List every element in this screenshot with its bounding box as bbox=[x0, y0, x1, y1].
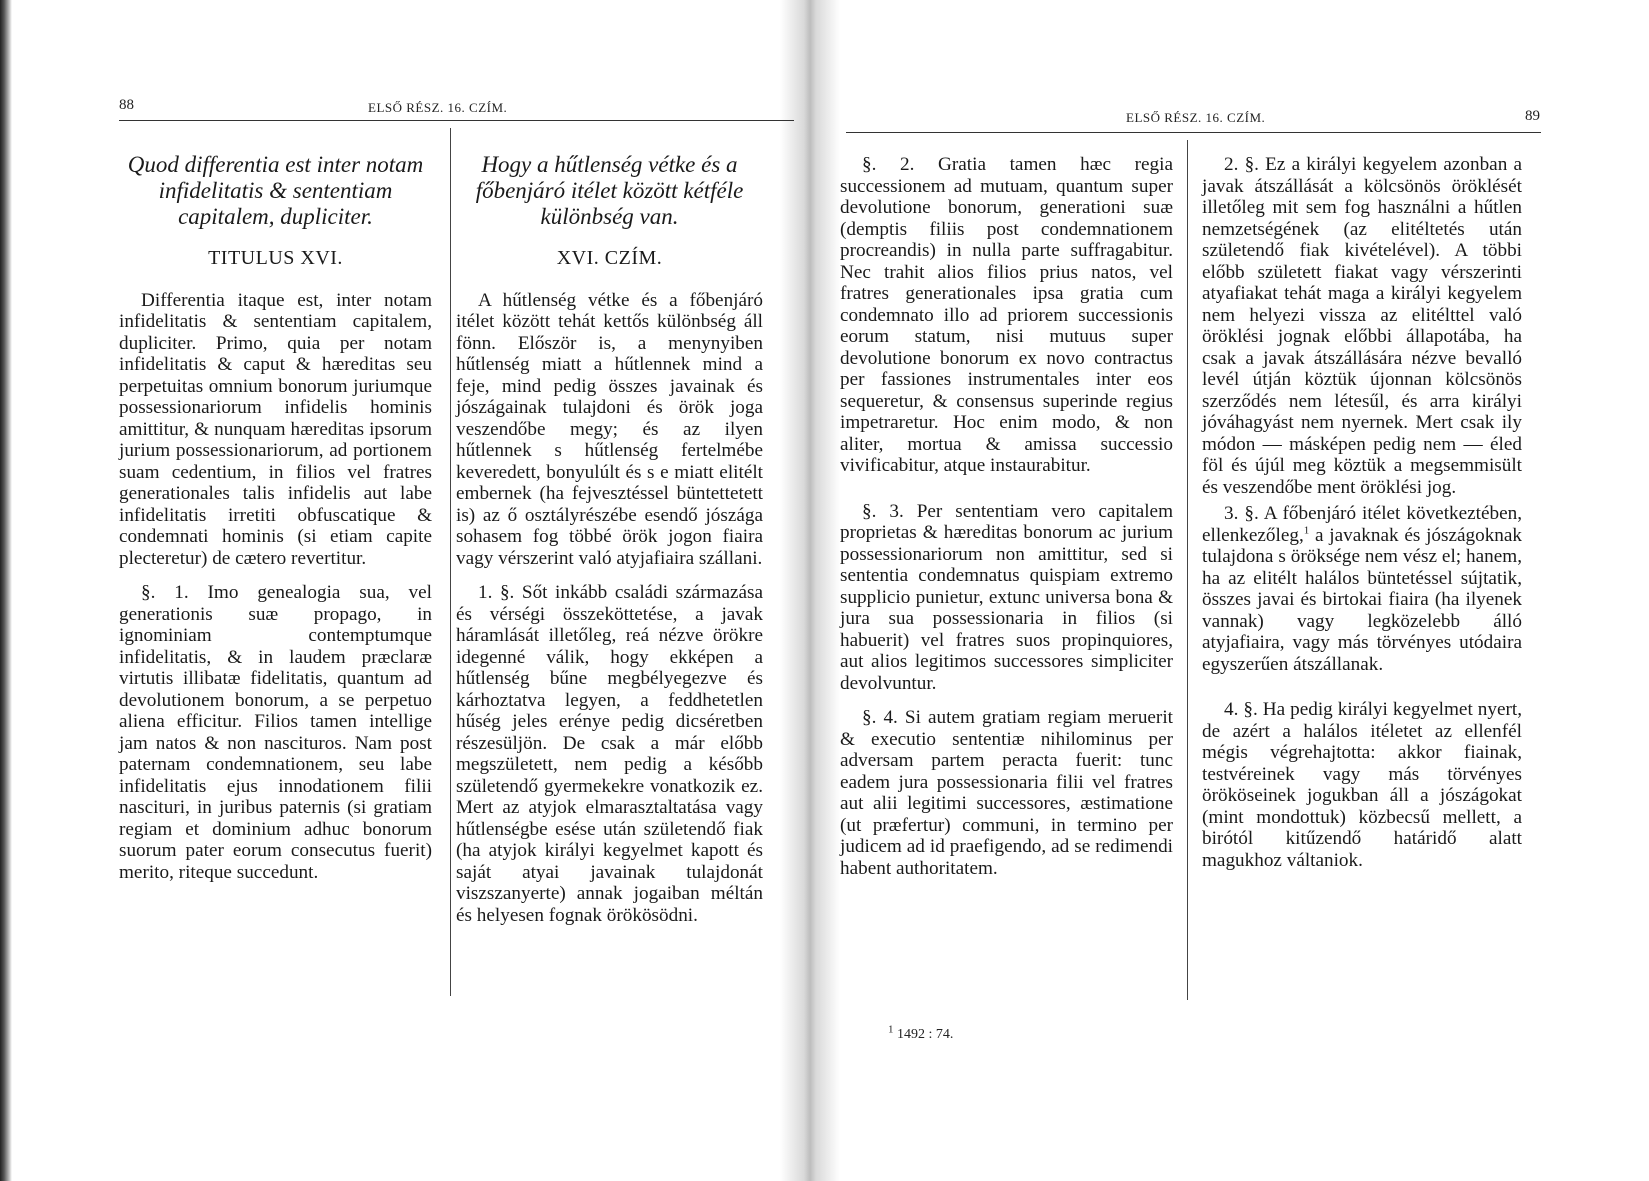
footnote-text: 1492 : 74. bbox=[897, 1027, 954, 1042]
hungarian-paragraph: 4. §. Ha pedig királyi kegyelmet nyert, de azért a halálos itéletet az ellenfél mégis végrehajtotta: akkor fiainak, testvéreinek vagy más törvényes örököseinek jogukban áll a jószágokat (mint mondottuk) közbecsű mellett, a birótól kitűzendő határidő alatt magukhoz váltaniok. bbox=[1202, 699, 1522, 871]
running-head-title: ELSŐ RÉSZ. 16. CZÍM. bbox=[368, 100, 508, 115]
latin-paragraph: §. 1. Imo genealogia sua, vel generationis suæ propago, in ignominiam contemptumque infidelitatis, & in laudem præclaræ virtutis illibatæ fidelitatis, quantum ad devolutionem bonorum, a se perpetuo aliena efficitur. Filios tamen intellige jam natos & non nascituros. Nam post paternam condemnationem, seu labe infidelitatis ejus innodationem filii nascituri, in juribus paternis (si gratiam regiam et dominium adhuc bonorum suorum pater eorum consecutus fuerit) merito, riteque succedunt. bbox=[119, 582, 432, 883]
latin-heading: Quod differentia est inter notam infidelitatis & sententiam capitalem, dupliciter. bbox=[127, 152, 424, 229]
header-rule bbox=[119, 120, 794, 121]
latin-column bbox=[119, 152, 432, 883]
latin-title: TITULUS XVI. bbox=[208, 247, 343, 269]
latin-paragraph: Differentia itaque est, inter notam infidelitatis & sententiam capitalem, dupliciter. Primo, quia per notam infidelitatis & caput & hæreditas seu perpetuitas omnium bonorum juriumque possessionariorum infidelis hominis amittitur, & nunquam hæreditas ipsorum jurium possessionariorum, ad portionem suam cedentium, in filios vel fratres generationales talis infidelis aut labe infidelitatis irretiti obfuscatique & condemnati hominis (si etiam capite plecteretur) de cætero revertitur. bbox=[119, 289, 432, 569]
hungarian-text: 3. §. A főbenjáró itélet következtében, ellenkezőleg, bbox=[1202, 503, 1522, 546]
header-rule bbox=[846, 132, 1541, 133]
hungarian-paragraph bbox=[1202, 503, 1522, 675]
latin-paragraph: §. 3. Per sententiam vero capitalem proprietas & hæreditas bonorum ac jurium possessionariorum non amittitur, sed si sententia condemnatus quispiam extremo supplicio punietur, extunc universa bona & jura sua possessionaria in filios (si habuerit) vel fratres suos propinquiores, aut alios legitimos successores simpliciter devolvuntur. bbox=[840, 500, 1173, 694]
right-page bbox=[840, 0, 1649, 1181]
latin-column bbox=[840, 154, 1173, 879]
column-divider bbox=[450, 128, 451, 996]
footnote-reference: 1 bbox=[1303, 524, 1310, 537]
footnote-marker: 1 bbox=[888, 1023, 894, 1036]
hungarian-column bbox=[456, 152, 763, 926]
hungarian-text: a javaknak és jószágoknak tulajdona s öröksége nem vész el; hanem, ha az elitélt halálos büntetéssel sújtatik, összes javai és birtokai fiaira (ha ilyenek vannak) vagy legközelebb álló atyjafiaira, vagy más törvényes utódaira egyszerűen átszállanak. bbox=[1202, 524, 1522, 675]
hungarian-title: XVI. CZÍM. bbox=[556, 247, 663, 269]
page-number: 89 bbox=[1525, 108, 1540, 124]
left-page bbox=[0, 0, 810, 1181]
latin-paragraph: §. 4. Si autem gratiam regiam meruerit & executio sententiæ nihilominus per adversam partem peracta fuerit: tunc eadem jura possessionaria filii vel fratres aut alii legitimi successores, æstimatione (ut præfertur) communi, in termino per judicem ad id praefigendo, ad se redimendi habent authoritatem. bbox=[840, 707, 1173, 879]
hungarian-paragraph: A hűtlenség vétke és a főbenjáró itélet között tehát kettős különbség áll fönn. Először is, a menynyiben hűtlenség miatt a hűtlennek mind a feje, mind pedig összes javainak és jószágainak tulajdoni és örök joga veszendőbe megy; és az ilyen hűtlennek s hűtlenség fertelmébe keveredett, bonyulúlt és s e miatt elitélt embernek (ha fejvesztéssel büntettetett is) az ő osztályrészébe esendő jószága sohasem fog többé örök jogon fiaira vagy vérszerint való atyjafiaira szállani. bbox=[456, 289, 763, 569]
footnote bbox=[888, 1023, 954, 1043]
hungarian-paragraph: 2. §. Ez a királyi kegyelem azonban a javak átszállását a kölcsönös öröklését illetőleg mit sem fog használni a hűtlen nemzetségének (az elitéltetés után születendő fiak kivételével). A többi előbb született fiakat vagy vérszerinti atyafiakat tehát maga a királyi kegyelem nem helyezi vissza az elitélttel való öröklési jognak előbbi állapotába, ha csak a javak átszállására nézve bevalló levél útján köztük újonnan kölcsönös szerződés nem létesűl, és arra királyi jóváhagyást nem nyernek. Mert csak ily módon — másképen pedig nem — éled föl és újúl meg köztük a megsemmisült és veszendőbe ment öröklési jog. bbox=[1202, 154, 1522, 498]
hungarian-column bbox=[1202, 154, 1522, 871]
page-number: 88 bbox=[119, 97, 134, 113]
hungarian-heading: Hogy a hűtlenség vétke és a főbenjáró itélet között kétféle különbség van. bbox=[475, 152, 744, 229]
running-head-title: ELSŐ RÉSZ. 16. CZÍM. bbox=[1126, 110, 1266, 125]
hungarian-paragraph: 1. §. Sőt inkább családi származása és vérségi összeköttetése, a javak háramlását illetőleg, reá nézve örökre idegenné válik, hogy ekképen a hűtlenség bűne megbélyegezve és kárhoztatva legyen, a feddhetetlen hűség jeles erénye pedig dicséretben részesüljön. De csak a már előbb megszületett, nem pedig a később születendő gyermekekre vonatkozik ez. Mert az atyjok elmarasztaltatása vagy hűtlenségbe esése után születendő fiak (ha atyjok királyi kegyelmet kapott és saját atyai javainak tulajdonát viszszanyerte) annak jogaiban méltán és helyesen fognak örökösödni. bbox=[456, 582, 763, 926]
latin-paragraph: §. 2. Gratia tamen hæc regia successionem ad mutuam, quantum super devolutione bonorum, generationi suæ (demptis filiis post condemnationem procreandis) in nulla parte suffragabitur. Nec trahit alios filios prius natos, vel fratres generationales ipsa gratia cum condemnato illo ad priorem successionis eorum statum, nisi mutuus super devolutione bonorum ex novo contractus per fassiones instrumentales inter eos sequeretur, & consensus superinde regius impetraretur. Hoc enim modo, & non aliter, mortua & amissa successio vivificabitur, atque instaurabitur. bbox=[840, 154, 1173, 476]
column-divider bbox=[1187, 140, 1188, 1000]
